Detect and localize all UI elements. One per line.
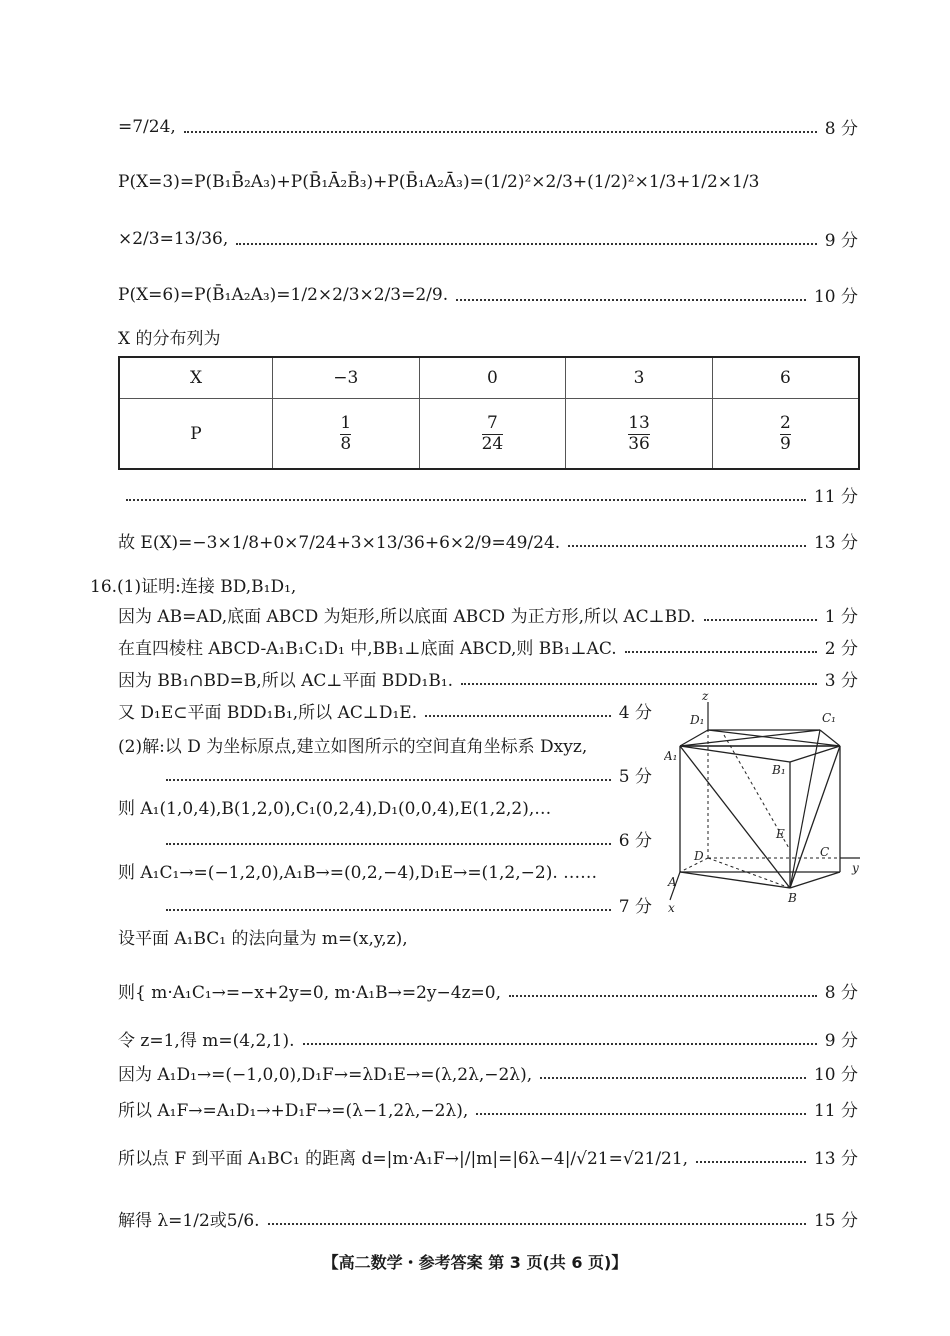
dot-leader bbox=[696, 1161, 806, 1163]
line-text: 设平面 A₁BC₁ 的法向量为 m=(x,y,z), bbox=[118, 929, 408, 949]
fraction bbox=[340, 414, 351, 454]
score-label: 7 分 bbox=[618, 897, 652, 917]
answer-line bbox=[118, 114, 858, 139]
dot-leader bbox=[476, 1113, 806, 1115]
table-cell: 0 bbox=[419, 357, 566, 399]
answer-line bbox=[118, 794, 652, 819]
score-label: 4 分 bbox=[618, 703, 652, 723]
table-row bbox=[119, 357, 859, 399]
label-A: A bbox=[668, 875, 677, 889]
line-text: 在直四棱柱 ABCD-A₁B₁C₁D₁ 中,BB₁⊥底面 ABCD,则 BB₁⊥AC. bbox=[118, 639, 617, 659]
score-label: 8 分 bbox=[824, 119, 858, 139]
answer-line bbox=[118, 324, 858, 349]
line-text: ×2/3=13/36, bbox=[118, 228, 229, 249]
label-D1: D₁ bbox=[690, 713, 705, 727]
dot-leader bbox=[461, 683, 817, 685]
line-text: 所以 A₁F→=A₁D₁→+D₁F→=(λ−1,2λ,−2λ), bbox=[118, 1101, 469, 1121]
line-text: 令 z=1,得 m=(4,2,1). bbox=[118, 1031, 295, 1051]
dot-leader bbox=[184, 131, 817, 133]
dot-leader bbox=[166, 909, 611, 911]
dot-leader bbox=[425, 715, 611, 717]
numerator: 13 bbox=[628, 412, 650, 433]
dot-leader bbox=[236, 243, 817, 245]
score-label: 9 分 bbox=[824, 231, 858, 251]
score-label: 6 分 bbox=[618, 831, 652, 851]
denominator: 36 bbox=[628, 433, 650, 454]
answer-line bbox=[118, 666, 858, 691]
dot-leader bbox=[126, 499, 806, 501]
score-label: 5 分 bbox=[618, 767, 652, 787]
line-text: 则 A₁(1,0,4),B(1,2,0),C₁(0,2,4),D₁(0,0,4),E(1,2,2),… bbox=[118, 799, 552, 819]
score-label: 15 分 bbox=[813, 1211, 858, 1231]
dot-leader bbox=[268, 1223, 806, 1225]
dot-leader bbox=[509, 995, 817, 997]
dot-leader bbox=[625, 651, 817, 653]
label-y: y bbox=[852, 861, 859, 875]
denominator: 24 bbox=[481, 433, 504, 454]
cuboid-figure bbox=[664, 690, 874, 920]
answer-line bbox=[158, 826, 652, 851]
score-label: 2 分 bbox=[824, 639, 858, 659]
line-text: (2)解:以 D 为坐标原点,建立如图所示的空间直角坐标系 Dxyz, bbox=[118, 737, 588, 757]
answer-line bbox=[118, 482, 858, 507]
line-text: =7/24, bbox=[118, 116, 176, 137]
answer-line bbox=[118, 282, 858, 307]
score-label: 9 分 bbox=[824, 1031, 858, 1051]
line-text: 因为 BB₁∩BD=B,所以 AC⊥平面 BDD₁B₁. bbox=[118, 671, 454, 691]
answer-line bbox=[158, 892, 652, 917]
answer-line bbox=[118, 602, 858, 627]
dot-leader bbox=[704, 619, 817, 621]
table-row bbox=[119, 399, 859, 470]
score-label: 10 分 bbox=[813, 287, 858, 307]
line-text: X 的分布列为 bbox=[118, 329, 221, 349]
dot-leader bbox=[303, 1043, 817, 1045]
line-text: 解得 λ=1/2或5/6. bbox=[118, 1211, 260, 1231]
table-cell: 3 bbox=[566, 357, 713, 399]
line-text: 则{ m·A₁C₁→=−x+2y=0, m·A₁B→=2y−4z=0, bbox=[118, 983, 502, 1003]
answer-line bbox=[118, 1144, 858, 1169]
score-label: 11 分 bbox=[813, 1101, 858, 1121]
question-heading bbox=[90, 572, 858, 597]
answer-line bbox=[118, 924, 858, 949]
score-label: 3 分 bbox=[824, 671, 858, 691]
answer-line bbox=[118, 172, 858, 192]
page-footer: 【高二数学・参考答案 第 3 页(共 6 页)】 bbox=[322, 1253, 628, 1272]
table-cell: X bbox=[119, 357, 273, 399]
table-cell: P bbox=[119, 399, 273, 470]
table-cell: −3 bbox=[273, 357, 420, 399]
table-cell bbox=[712, 399, 859, 470]
line-text: P(X=3)=P(B₁B̄₂A₃)+P(B̄₁Ā₂B̄₃)+P(B̄₁A₂Ā₃)=(1/2)²×2/3+(1/2)²×1/3+1/2×1/3 bbox=[118, 172, 760, 192]
fraction bbox=[780, 414, 791, 454]
score-label: 10 分 bbox=[813, 1065, 858, 1085]
numerator: 2 bbox=[780, 412, 791, 433]
answer-line bbox=[118, 226, 858, 251]
distribution-table bbox=[118, 356, 860, 470]
label-C1: C₁ bbox=[822, 711, 836, 725]
score-label: 13 分 bbox=[813, 1149, 858, 1169]
answer-line bbox=[118, 698, 652, 723]
dot-leader bbox=[166, 779, 611, 781]
score-label: 1 分 bbox=[824, 607, 858, 627]
answer-line bbox=[118, 978, 858, 1003]
answer-line bbox=[118, 1206, 858, 1231]
table-cell bbox=[566, 399, 713, 470]
dot-leader bbox=[456, 299, 806, 301]
answer-line bbox=[118, 1060, 858, 1085]
dot-leader bbox=[166, 843, 611, 845]
denominator: 9 bbox=[780, 433, 791, 454]
fraction bbox=[628, 414, 650, 454]
line-text: 16.(1)证明:连接 BD,B₁D₁, bbox=[90, 577, 297, 597]
line-text: 因为 AB=AD,底面 ABCD 为矩形,所以底面 ABCD 为正方形,所以 AC⊥BD. bbox=[118, 607, 696, 627]
line-text: 故 E(X)=−3×1/8+0×7/24+3×13/36+6×2/9=49/24. bbox=[118, 533, 561, 553]
score-label: 8 分 bbox=[824, 983, 858, 1003]
label-B1: B₁ bbox=[772, 763, 786, 777]
fraction bbox=[482, 414, 504, 454]
answer-line bbox=[118, 1096, 858, 1121]
score-label: 11 分 bbox=[813, 487, 858, 507]
label-z: z bbox=[702, 690, 709, 703]
answer-line bbox=[118, 1026, 858, 1051]
label-x: x bbox=[668, 901, 675, 915]
line-text: 因为 A₁D₁→=(−1,0,0),D₁F→=λD₁E→=(λ,2λ,−2λ), bbox=[118, 1065, 533, 1085]
table-cell bbox=[273, 399, 420, 470]
line-text: 又 D₁E⊂平面 BDD₁B₁,所以 AC⊥D₁E. bbox=[118, 703, 418, 723]
line-text: 则 A₁C₁→=(−1,2,0),A₁B→=(0,2,−4),D₁E→=(1,2,−2). …… bbox=[118, 863, 598, 883]
numerator: 1 bbox=[340, 412, 352, 433]
label-C: C bbox=[820, 845, 830, 859]
table-cell bbox=[419, 399, 566, 470]
label-E: E bbox=[776, 827, 785, 841]
line-text: 所以点 F 到平面 A₁BC₁ 的距离 d=|m·A₁F→|/|m|=|6λ−4|/√21=√21/21, bbox=[118, 1149, 689, 1169]
answer-line bbox=[118, 858, 652, 883]
answer-line bbox=[118, 732, 652, 757]
line-text: P(X=6)=P(B̄₁A₂A₃)=1/2×2/3×2/3=2/9. bbox=[118, 284, 449, 305]
label-B: B bbox=[788, 891, 797, 905]
table-cell: 6 bbox=[712, 357, 859, 399]
label-D: D bbox=[694, 849, 704, 863]
dot-leader bbox=[540, 1077, 806, 1079]
answer-line bbox=[118, 528, 858, 553]
numerator: 7 bbox=[487, 412, 498, 433]
answer-line bbox=[158, 762, 652, 787]
label-A1: A₁ bbox=[664, 749, 678, 763]
answer-line bbox=[118, 634, 858, 659]
score-label: 13 分 bbox=[813, 533, 858, 553]
dot-leader bbox=[568, 545, 806, 547]
denominator: 8 bbox=[340, 433, 352, 454]
